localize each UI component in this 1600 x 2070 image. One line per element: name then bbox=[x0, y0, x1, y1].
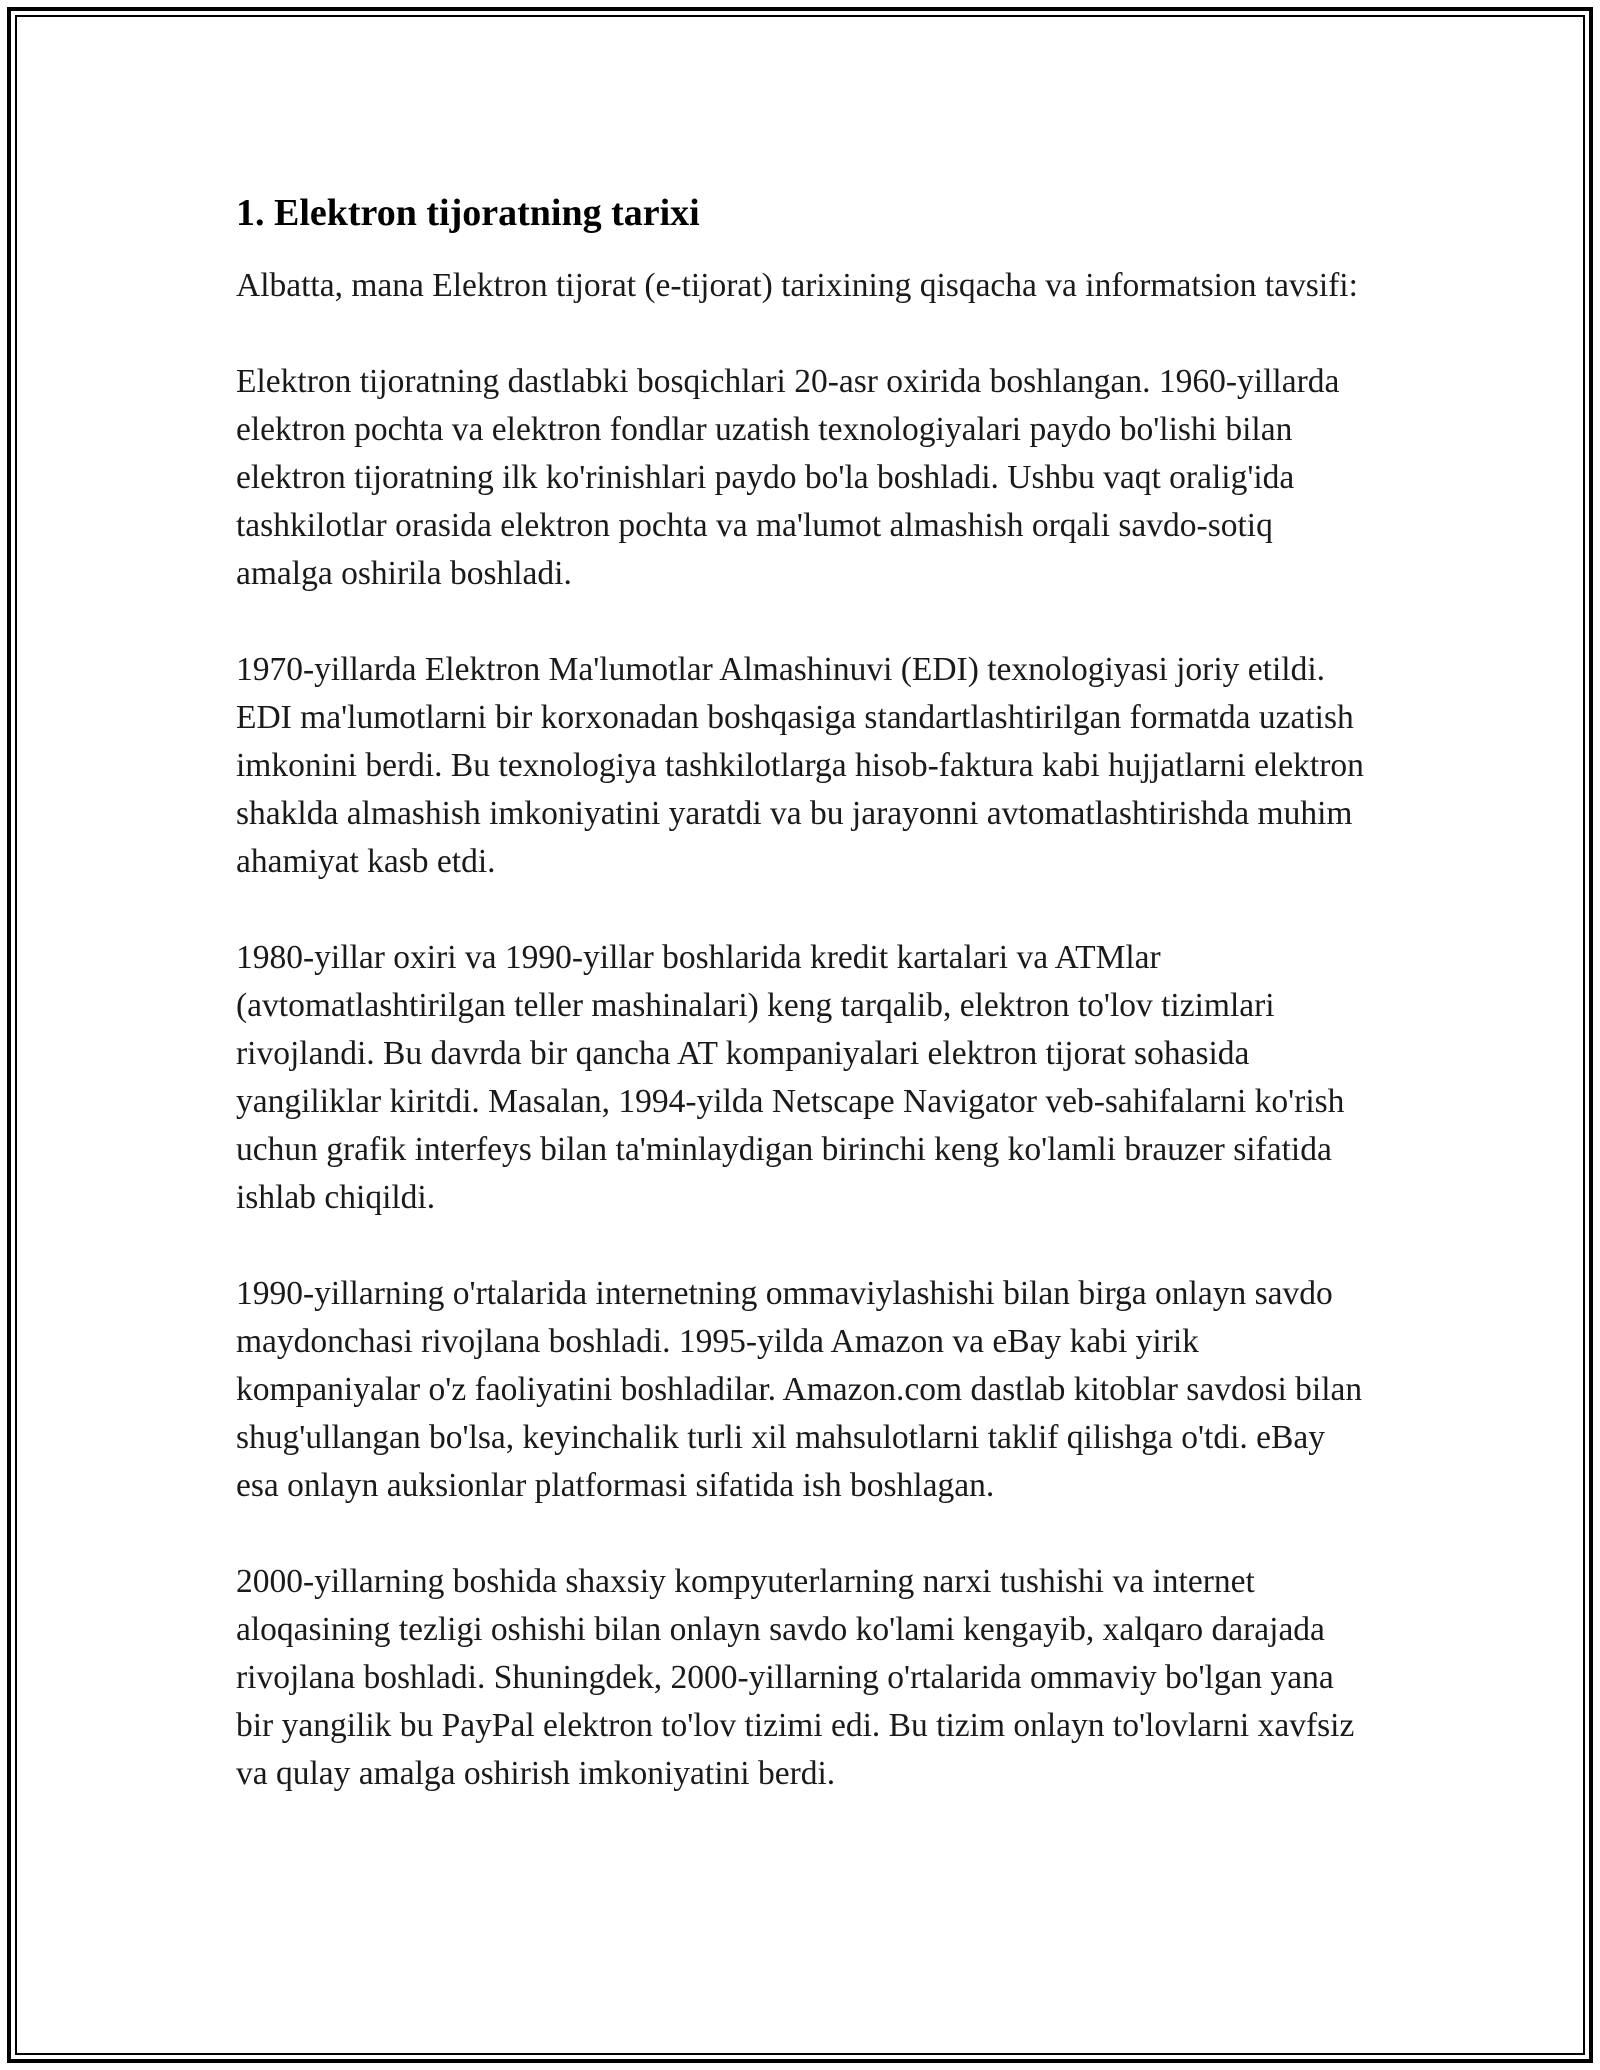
paragraph-1960s: Elektron tijoratning dastlabki bosqichlari 20-asr oxirida boshlangan. 1960-yillarda elektron pochta va elektron fondlar uzatish texnologiyalari paydo bo'lishi bilan elektron tijoratning ilk ko'rinishlari paydo bo'la boshladi. Ushbu vaqt oralig'ida tashkilotlar orasida elektron pochta va ma'lumot almashish orqali savdo-sotiq amalga oshirila boshladi. bbox=[236, 363, 1340, 592]
paragraph-intro: Albatta, mana Elektron tijorat (e-tijorat) tarixining qisqacha va informatsion tavsifi: bbox=[236, 267, 1358, 304]
document-content bbox=[236, 188, 1374, 1846]
document-title: 1. Elektron tijoratning tarixi bbox=[236, 192, 700, 234]
paragraph-1970s: 1970-yillarda Elektron Ma'lumotlar Almashinuvi (EDI) texnologiyasi joriy etildi. EDI ma'lumotlarni bir korxonadan boshqasiga standartlashtirilgan formatda uzatish imkonini berdi. Bu texnologiya tashkilotlarga hisob-faktura kabi hujjatlarni elektron shaklda almashish imkoniyatini yaratdi va bu jarayonni avtomatlashtirishda muhim ahamiyat kasb etdi. bbox=[236, 651, 1364, 880]
paragraph-2000s: 2000-yillarning boshida shaxsiy kompyuterlarning narxi tushishi va internet aloqasining tezligi oshishi bilan onlayn savdo ko'lami kengayib, xalqaro darajada rivojlana boshladi. Shuningdek, 2000-yillarning o'rtalarida ommaviy bo'lgan yana bir yangilik bu PayPal elektron to'lov tizimi edi. Bu tizim onlayn to'lovlarni xavfsiz va qulay amalga oshirish imkoniyatini berdi. bbox=[236, 1563, 1355, 1792]
paragraph-1980s: 1980-yillar oxiri va 1990-yillar boshlarida kredit kartalari va ATMlar (avtomatlashtirilgan teller mashinalari) keng tarqalib, elektron to'lov tizimlari rivojlandi. Bu davrda bir qancha AT kompaniyalari elektron tijorat sohasida yangiliklar kiritdi. Masalan, 1994-yilda Netscape Navigator veb-sahifalarni ko'rish uchun grafik interfeys bilan ta'minlaydigan birinchi keng ko'lamli brauzer sifatida ishlab chiqildi. bbox=[236, 939, 1345, 1216]
paragraph-1990s: 1990-yillarning o'rtalarida internetning ommaviylashishi bilan birga onlayn savdo maydonchasi rivojlana boshladi. 1995-yilda Amazon va eBay kabi yirik kompaniyalar o'z faoliyatini boshladilar. Amazon.com dastlab kitoblar savdosi bilan shug'ullangan bo'lsa, keyinchalik turli xil mahsulotlarni taklif qilishga o'tdi. eBay esa onlayn auksionlar platformasi sifatida ish boshlagan. bbox=[236, 1275, 1363, 1504]
